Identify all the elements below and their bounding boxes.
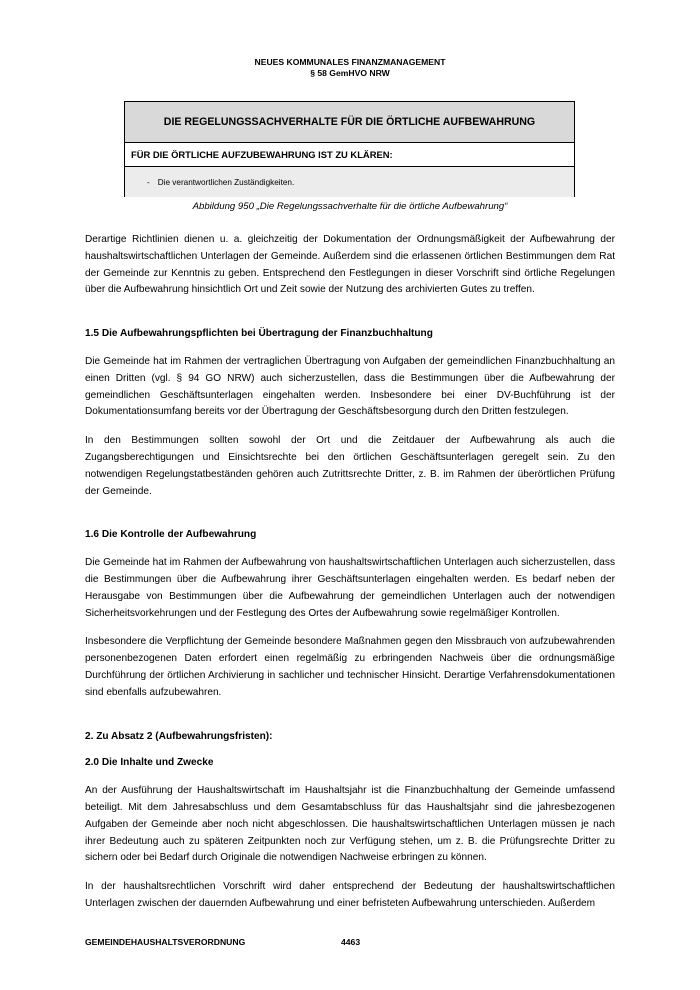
header-paragraph-ref: § 58 GemHVO NRW [310,68,390,78]
paragraph: An der Ausführung der Haushaltswirtschaft im Haushaltsjahr ist die Finanzbuchhaltung der Gemeinde umfassend beteiligt. Mit dem Jahresabschluss und dem Gesamtabschluss für das Haushaltsjahr sind die jahresbezogenen Aufgaben der Gemeinde aber noch nicht abgeschlossen. Die haushaltswirtschaftlichen Unterlagen müssen je nach ihrer Bedeutung auch zu späteren Zeitpunkten noch zur Verfügung stehen, um z. B. die Prüfungsrechte Dritter zu sichern oder bei Bedarf durch Originale die notwendigen Nachweise erbringen zu können. [85,785,615,864]
header-title: NEUES KOMMUNALES FINANZMANAGEMENT [254,57,446,67]
figure-list-item-text: Die verantwortlichen Zuständigkeiten. [157,177,295,187]
paragraph: Die Gemeinde hat im Rahmen der vertraglichen Übertragung von Aufgaben der gemeindlichen Finanzbuchhaltung an einen Dritten (vgl. § 94 GO NRW) auch sicherzustellen, dass die Bestimmungen über die Aufbewahrung der gemeindlichen Geschäftsunterlagen eingehalten werden. Insbesondere bei einer DV-Buchführung ist der Dokumentationsumfang bereits vor der Übertragung der Geschäftsbesorgung durch den Dritten festzulegen. [85,355,615,418]
page-header [0,57,700,79]
section-heading: 1.6 Die Kontrolle der Aufbewahrung [85,529,257,541]
figure-subtitle: FÜR DIE ÖRTLICHE AUFZUBEWAHRUNG IST ZU KLÄREN: [125,143,574,167]
figure-caption: Abbildung 950 „Die Regelungssachverhalte für die örtliche Aufbewahrung“ [192,201,508,212]
section-heading: 2.0 Die Inhalte und Zwecke [85,757,214,769]
paragraph: Derartige Richtlinien dienen u. a. gleichzeitig der Dokumentation der Ordnungsmäßigkeit der Aufbewahrung der haushaltswirtschaftlichen Unterlagen der Gemeinde. Außerdem sind die erlassenen örtlichen Bestimmungen dem Rat der Gemeinde zur Kenntnis zu geben. Entsprechend den Festlegungen in dieser Vorschrift sind örtliche Regelungen über die Aufbewahrung hinsichtlich Ort und Zeit sowie der Nutzung des archivierten Gutes zu treffen. [85,234,615,296]
figure-box [124,101,575,197]
page-footer [85,937,615,947]
section-heading: 1.5 Die Aufbewahrungspflichten bei Übertragung der Finanzbuchhaltung [85,328,433,340]
page-number: 4463 [341,937,361,947]
figure-list-item [125,167,574,197]
paragraph: In der haushaltsrechtlichen Vorschrift wird daher entsprechend der Bedeutung der haushaltswirtschaftlichen Unterlagen zwischen der dauernden Aufbewahrung und einer befristeten Aufbewahrung unterschieden. Außerdem [85,881,615,909]
paragraph: Die Gemeinde hat im Rahmen der Aufbewahrung von haushaltswirtschaftlichen Unterlagen auch sicherzustellen, dass die Bestimmungen über die Aufbewahrung ihrer Geschäftsunterlagen eingehalten werden. Es bedarf neben der Herausgabe von Bestimmungen über die Aufbewahrung der gemeindlichen Unterlagen auch der notwendigen Sicherheitsvorkehrungen und der Festlegung des Ortes der Aufbewahrung sowie regelmäßiger Kontrollen. [85,557,615,619]
main-content [85,232,615,913]
section-heading: 2. Zu Absatz 2 (Aufbewahrungsfristen): [85,730,273,742]
list-dash: - [147,177,150,187]
footer-label: GEMEINDEHAUSHALTSVERORDNUNG [85,937,246,947]
paragraph: In den Bestimmungen sollten sowohl der Ort und die Zeitdauer der Aufbewahrung als auch die Zugangsberechtigungen und Einsichtsrechte bei den örtlichen Geschäftsunterlagen geregelt sein. Zu den notwendigen Regelungstatbeständen gehören auch Zutrittsrechte Dritter, z. B. im Rahmen der überörtlichen Prüfung der Gemeinde. [85,435,615,497]
paragraph: Insbesondere die Verpflichtung der Gemeinde besondere Maßnahmen gegen den Missbrauch von aufzubewahrenden personenbezogenen Daten erfordert einen regelmäßig zu erbringenden Nachweis über die ordnungsmäßige Durchführung der örtlichen Archivierung in sachlicher und technischer Hinsicht. Derartige Verfahrensdokumentationen sind ebenfalls aufzubewahren. [85,636,615,698]
figure-title: DIE REGELUNGSSACHVERHALTE FÜR DIE ÖRTLICHE AUFBEWAHRUNG [125,102,574,143]
